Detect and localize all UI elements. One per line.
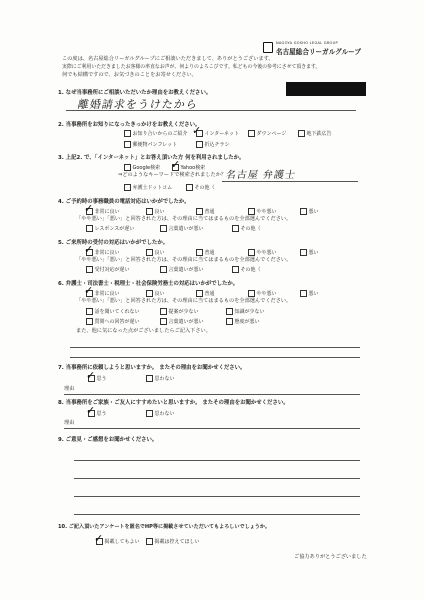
q6-followup: 「やや悪い」「悪い」と回答された方は、その理由に当てはまるものを全部選んでください。 — [76, 298, 292, 304]
q5-rating-very-good[interactable]: 非常に良い — [86, 249, 120, 256]
checkbox-icon — [248, 208, 255, 215]
q5-reason-wording[interactable]: 言葉遣いが悪い — [160, 266, 204, 273]
q7-reason-label: 理由 — [64, 386, 75, 392]
checkbox-icon — [196, 141, 203, 148]
checkbox-icon — [232, 225, 239, 232]
checkbox-icon — [196, 249, 203, 256]
checkmark-icon: ✓ — [84, 243, 94, 256]
checkbox-icon — [298, 130, 305, 137]
q9-line-3 — [74, 496, 360, 497]
q7-reason-line — [64, 394, 360, 395]
q4-rating-very-good[interactable]: 非常に良い — [86, 208, 120, 215]
q5-reason-other[interactable]: その他（ — [232, 266, 261, 273]
q8-reason-line — [64, 428, 360, 429]
q2-opt-mail[interactable]: 郵便物パンフレット — [124, 141, 177, 148]
checkbox-icon — [186, 184, 193, 191]
logo-jp: 名古屋総合リーガルグループ — [276, 48, 361, 56]
q7-opt-yes[interactable]: 思う — [88, 375, 107, 382]
checkbox-icon — [86, 266, 93, 273]
q6-other-note: また、他に気になった点がございましたらご記入下さい。 — [76, 328, 211, 334]
q2-opt-referral[interactable]: お知り合いからのご紹介 — [124, 130, 188, 137]
q6-rating-somewhat-bad[interactable]: やや悪い — [248, 290, 277, 297]
q9-line-2 — [74, 478, 360, 479]
q2-label: 2. 当事務所をお知りになったきっかけをお教えください。 — [58, 122, 201, 128]
q9-line-1 — [74, 460, 360, 461]
checkbox-icon — [160, 266, 167, 273]
q9-line-4 — [74, 514, 360, 515]
q3-keyword-answer: 名古屋 弁護士 — [224, 170, 297, 181]
q2-opt-flyer[interactable]: 折込チラシ — [196, 141, 230, 148]
q5-followup: 「やや悪い」「悪い」と回答された方は、その理由に当てはまるものを全部選んでください。 — [76, 257, 292, 263]
q6-line-2 — [70, 357, 360, 358]
q3-opt-google[interactable]: Google検索 — [124, 164, 160, 171]
checkmark-icon: ✓ — [86, 404, 96, 417]
q8-opt-yes[interactable]: 思う — [88, 410, 107, 417]
checkmark-icon: ✓ — [86, 369, 96, 382]
q6-reason-few-proposals[interactable]: 提案が少ない — [160, 308, 199, 315]
intro-line-2: 実際にご利用いただきましたお客様の率直なお声が、何よりのよろこびです。私どもの今後の参考にさせて頂きます。 — [62, 64, 321, 70]
q5-rating-somewhat-bad[interactable]: やや悪い — [248, 249, 277, 256]
checkbox-icon — [146, 375, 153, 382]
q6-rating-bad[interactable]: 悪い — [300, 290, 319, 297]
q1-label: 1. なぜ当事務所にご相談いただいたか理由をお教えください。 — [58, 90, 212, 96]
q6-rating-good[interactable]: 良い — [146, 290, 165, 297]
intro-line-3: 何でも結構ですので、お気づきのことをお寄せください。 — [62, 72, 197, 78]
q10-opt-decline[interactable]: 掲載は控えてほしい — [146, 538, 200, 545]
q3-keyword-question: ⇒どのようなキーワードで検索されましたか？ — [118, 172, 227, 178]
q5-rating-good[interactable]: 良い — [146, 249, 165, 256]
checkmark-icon: ✓ — [171, 158, 181, 171]
checkbox-icon — [300, 290, 307, 297]
q5-label: 5. ご来所時の受付の対応はいかがでしたか。 — [58, 240, 169, 246]
checkbox-icon — [232, 266, 239, 273]
q4-followup: 「やや悪い」「悪い」と回答された方は、その理由に当てはまるものを全部選んでください。 — [76, 216, 292, 222]
checkbox-icon — [226, 308, 233, 315]
q10-label: 10. ご記入頂いたアンケートを匿名でHP等に掲載させていただいてもよろしいでしょうか。 — [58, 524, 271, 530]
redacted-area — [286, 82, 366, 96]
q4-rating-somewhat-bad[interactable]: やや悪い — [248, 208, 277, 215]
q6-reason-attitude[interactable]: 態度が悪い — [226, 318, 260, 325]
checkbox-icon — [124, 130, 131, 137]
checkbox-icon — [196, 208, 203, 215]
q2-opt-townpage[interactable]: ダウンページ — [248, 130, 286, 137]
q1-answer: 離婚請求をうけたから — [76, 98, 200, 111]
q6-label: 6. 弁護士・司法書士・税理士・社会保険労務士の対応はいかがでしたか。 — [58, 281, 239, 287]
checkbox-icon — [196, 290, 203, 297]
checkbox-icon — [248, 290, 255, 297]
checkbox-icon — [146, 290, 153, 297]
q10-opt-allow[interactable]: 掲載してもよい — [96, 538, 140, 545]
q8-label: 8. 当事務所をご家族・ご友人にすすめたいと思いますか。 またその理由をお聞かせください。 — [58, 400, 289, 406]
checkbox-icon — [86, 308, 93, 315]
checkbox-icon — [146, 538, 153, 545]
q8-reason-label: 理由 — [64, 420, 75, 426]
checkbox-icon — [124, 184, 131, 191]
intro-line-1: この度は、名古屋総合リーガルグループにご相談いただきまして、ありがとうございます。 — [62, 56, 274, 62]
checkbox-icon — [248, 130, 255, 137]
q6-reason-slow-answer[interactable]: 質問への回答が遅い — [86, 318, 140, 325]
checkbox-icon — [124, 141, 131, 148]
q8-opt-no[interactable]: 思わない — [146, 410, 175, 417]
checkbox-icon — [146, 249, 153, 256]
q7-opt-no[interactable]: 思わない — [146, 375, 175, 382]
checkbox-icon — [86, 318, 93, 325]
logo-en: NAGOYA GOSHO LEGAL GROUP — [276, 41, 338, 45]
checkbox-icon — [248, 249, 255, 256]
checkbox-icon — [146, 208, 153, 215]
q2-opt-internet[interactable]: インターネット — [196, 130, 239, 137]
checkbox-icon — [124, 164, 131, 171]
q6-reason-not-listening[interactable]: 話を聞いてくれない — [86, 308, 140, 315]
q5-reason-slow[interactable]: 受付対応が遅い — [86, 266, 130, 273]
checkmark-icon: ✓ — [192, 124, 202, 137]
q4-label: 4. ご予約時の事務職員の電話対応はいかがでしたか。 — [58, 199, 190, 205]
q2-opt-subway-ad[interactable]: 地下鉄広告 — [298, 130, 332, 137]
q4-reason-slow[interactable]: レスポンスが遅い — [86, 225, 134, 232]
q3-opt-other[interactable]: その他（ — [186, 184, 215, 191]
q1-answer-line — [66, 110, 356, 111]
checkmark-icon: ✓ — [84, 284, 94, 297]
checkmark-icon: ✓ — [84, 202, 94, 215]
checkbox-icon — [226, 318, 233, 325]
q6-line-1 — [70, 347, 360, 348]
q4-reason-other[interactable]: その他（ — [232, 225, 261, 232]
checkbox-icon — [300, 208, 307, 215]
q5-rating-bad[interactable]: 悪い — [300, 249, 319, 256]
checkmark-icon: ✓ — [94, 532, 104, 545]
q3-opt-yahoo[interactable]: Yahoo検索 — [172, 164, 205, 171]
checkbox-icon — [300, 249, 307, 256]
checkbox-icon — [86, 225, 93, 232]
logo-mark-icon — [263, 42, 273, 53]
footer-thanks: ご協力ありがとうございました — [294, 554, 367, 560]
q6-reason-wording[interactable]: 言葉遣いが悪い — [160, 318, 204, 325]
q4-rating-good[interactable]: 良い — [146, 208, 165, 215]
q4-rating-bad[interactable]: 悪い — [300, 208, 319, 215]
q3-label: 3. 上記2. で、「インターネット」とお答え頂いた方 何を利用されましたか。 — [58, 155, 245, 161]
q3-keyword-line — [222, 181, 358, 182]
q6-rating-very-good[interactable]: 非常に良い — [86, 290, 120, 297]
checkbox-icon — [160, 308, 167, 315]
q9-label: 9. ご意見・ご感想をお聞かせください。 — [58, 437, 158, 443]
q7-label: 7. 当事務所に依頼しようと思いますか。 またその理由をお聞かせください。 — [58, 365, 246, 371]
checkbox-icon — [146, 410, 153, 417]
checkbox-icon — [160, 318, 167, 325]
q6-reason-little-knowledge[interactable]: 知識が少ない — [226, 308, 265, 315]
q5-rating-normal[interactable]: 普通 — [196, 249, 215, 256]
q6-rating-normal[interactable]: 普通 — [196, 290, 215, 297]
q3-opt-bengoshi[interactable]: 弁護士ドットコム — [124, 184, 172, 191]
q4-reason-wording[interactable]: 言葉遣いが悪い — [160, 225, 204, 232]
checkbox-icon — [160, 225, 167, 232]
q4-rating-normal[interactable]: 普通 — [196, 208, 215, 215]
